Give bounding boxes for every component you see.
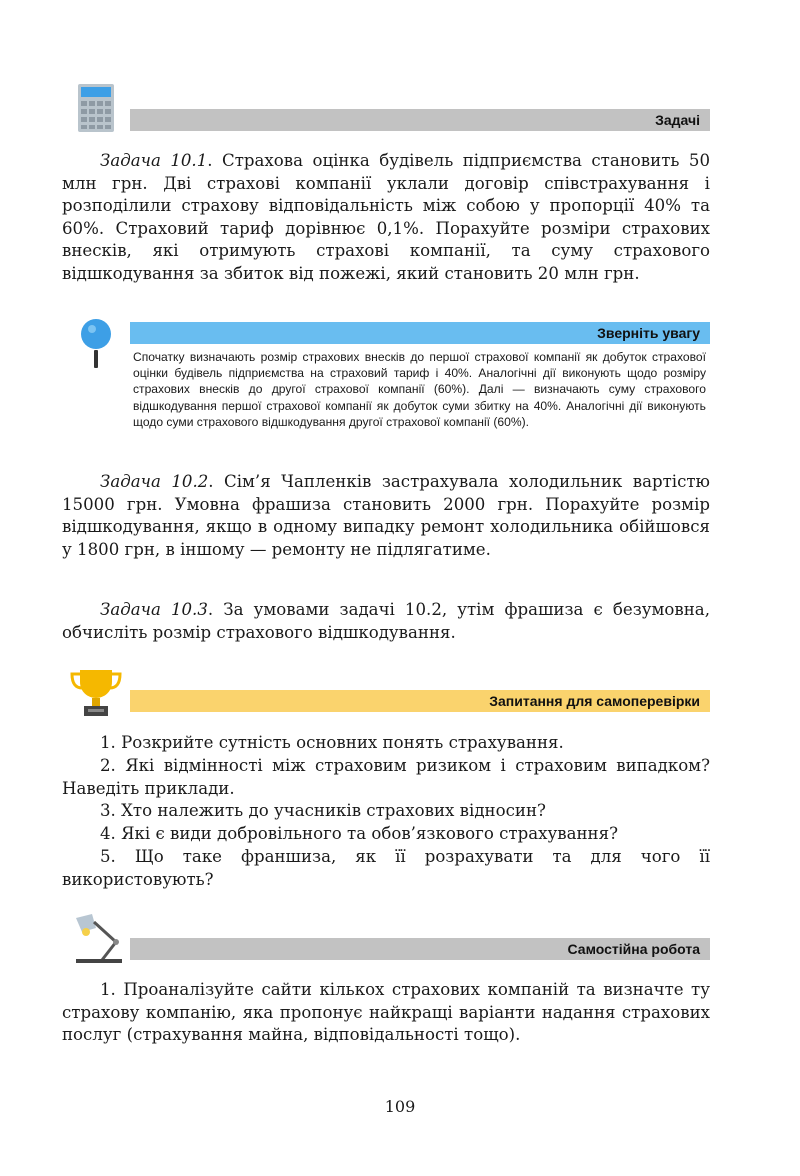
attention-note: Спочатку визначають розмір страхових внесків до першої страхової компанії як добуток страхової оцінки будівель підприємства на страховий тариф і 40%. Аналогічні дії виконують щодо розміру страхових внесків до другої страхової компанії (60%). Далі — визначають суму страхового відшкодування першої страхової компанії як добуток суми збитку на 40%. Аналогічні дії виконують щодо суми страхового відшкодування другої страхової компанії (60%).: [133, 350, 706, 429]
calculator-icon: [78, 84, 114, 136]
section-header-selfcheck: Запитання для самоперевірки: [130, 690, 710, 712]
task-10-2: [62, 471, 710, 561]
question-item: 5. Що таке франшиза, як її розрахувати та для чого її використовують?: [62, 847, 710, 889]
page-number: 109: [384, 1097, 416, 1116]
desk-lamp-icon: [72, 912, 126, 968]
task-label: Задача 10.1: [100, 151, 208, 170]
section-header-attention: Зверніть увагу: [130, 322, 710, 344]
task-text: . Сім’я Чапленків застрахувала холодильник вартістю 15000 грн. Умовна фрашиза становить 2000 грн. Порахуйте розмір відшкодування, якщо в одному випадку ремонт холодильника обійшовся у 1800 грн, в іншому — ремонту не підлягатиме.: [62, 472, 710, 559]
task-label: Задача 10.2: [100, 472, 209, 491]
question-item: 1. Розкрийте сутність основних понять страхування.: [100, 733, 564, 752]
independent-task: 1. Проаналізуйте сайти кількох страхових компаній та визначте ту страхову компанію, яка пропонує найкращі варіанти надання страхових послуг (страхування майна, відповідальності тощо).: [62, 980, 710, 1045]
trophy-icon: [70, 668, 122, 722]
section-header-independent: Самостійна робота: [130, 938, 710, 960]
task-10-3: [62, 599, 710, 644]
task-10-1: [62, 150, 710, 286]
task-text: . Страхова оцінка будівель підприємства становить 50 млн грн. Дві страхові компанії уклали договір співстрахування і розподілили страхову відповідальність між собою у пропорції 40% та 60%. Страховий тариф дорівнює 0,1%. Порахуйте розміри страхових внесків, які отримують страхові компанії, та суму страхового відшкодування за збиток від пожежі, який становить 20 млн грн.: [62, 151, 710, 283]
task-label: Задача 10.3: [100, 600, 208, 619]
task-text: . За умовами задачі 10.2, утім фрашиза є безумовна, обчисліть розмір страхового відшкодування.: [62, 600, 710, 642]
question-item: 3. Хто належить до учасників страхових відносин?: [100, 801, 546, 820]
question-item: 4. Які є види добровільного та обов’язкового страхування?: [100, 824, 618, 843]
section-header-tasks: Задачі: [130, 109, 710, 131]
question-item: 2. Які відмінності між страховим ризиком і страховим випадком? Наведіть приклади.: [62, 756, 710, 798]
magnifier-icon: [80, 318, 112, 374]
